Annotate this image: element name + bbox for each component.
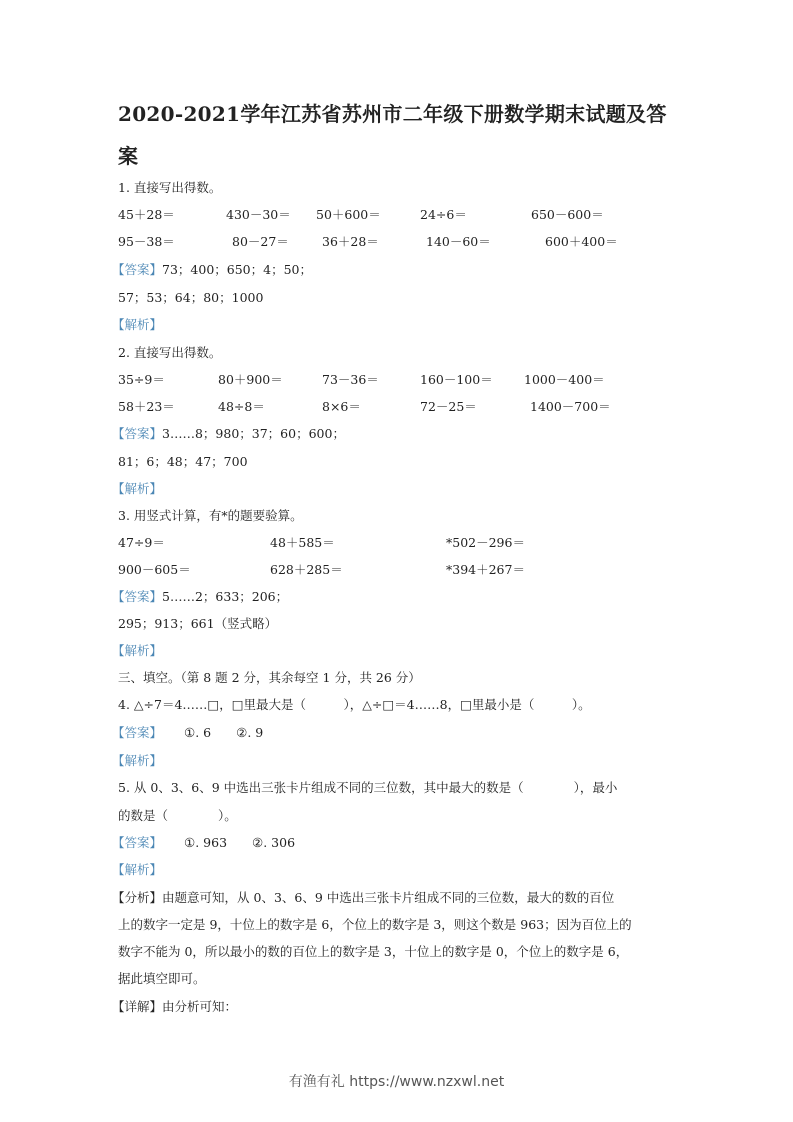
equation: 430－30＝ [226, 207, 291, 222]
equation: 650－600＝ [531, 207, 604, 222]
q5-answer [112, 835, 295, 851]
equation: 50＋600＝ [316, 207, 381, 222]
equation: 58＋23＝ [118, 399, 175, 414]
equation: 73－36＝ [322, 372, 379, 387]
analysis-text: 数字不能为 0，所以最小的数的百位上的数字是 3，十位上的数字是 0，个位上的数字是 6， [118, 944, 629, 959]
q1-stem: 1. 直接写出得数。 [118, 180, 222, 195]
answer-label: 【答案】 [112, 835, 163, 850]
equation: 47÷9＝ [118, 535, 165, 550]
analysis-label: 【解析】 [112, 753, 163, 768]
q1-answer [112, 262, 312, 278]
q2-answer [112, 426, 345, 442]
equation: 48÷8＝ [218, 399, 265, 414]
equation: *502－296＝ [446, 535, 525, 550]
fenxi-label: 【分析】 [112, 890, 163, 905]
equation: 140－60＝ [426, 234, 491, 249]
answer-text: 81；6；48；47；700 [118, 454, 248, 469]
q4-answer [112, 725, 263, 741]
answer-label: 【答案】 [112, 426, 163, 441]
equation: 36＋28＝ [322, 234, 379, 249]
equation: 900－605＝ [118, 562, 191, 577]
analysis-label: 【解析】 [112, 317, 163, 332]
q5-stem: 5. 从 0、3、6、9 中选出三张卡片组成不同的三位数，其中最大的数是（ ），最小 [118, 780, 618, 795]
analysis-label: 【解析】 [112, 862, 163, 877]
equation: 1000－400＝ [524, 372, 605, 387]
equation: 35÷9＝ [118, 372, 165, 387]
q3-answer [112, 589, 288, 605]
answer-label: 【答案】 [112, 589, 163, 604]
answer-text: 295；913；661（竖式略） [118, 616, 278, 631]
answer-label: 【答案】 [112, 725, 163, 740]
page-title: 2020-2021学年江苏省苏州市二年级下册数学期末试题及答 [118, 102, 667, 126]
equation: 24÷6＝ [420, 207, 467, 222]
answer-label: 【答案】 [112, 262, 163, 277]
answer-text: ①. 963 ②. 306 [184, 835, 296, 850]
equation: 1400－700＝ [530, 399, 611, 414]
equation: 628＋285＝ [270, 562, 343, 577]
equation: 80－27＝ [232, 234, 289, 249]
detail-paragraph [112, 999, 237, 1015]
xiangjie-label: 【详解】 [112, 999, 163, 1014]
answer-text: 3……8；980；37；60；600； [162, 426, 345, 441]
analysis-text: 由题意可知，从 0、3、6、9 中选出三张卡片组成不同的三位数，最大的数的百位 [162, 890, 615, 905]
q3-stem: 3. 用竖式计算，有*的题要验算。 [118, 508, 303, 523]
answer-text: 57；53；64；80；1000 [118, 290, 264, 305]
analysis-label: 【解析】 [112, 643, 163, 658]
answer-text: 5……2；633；206； [162, 589, 289, 604]
answer-text: ①. 6 ②. 9 [184, 725, 264, 740]
q5-stem-cont: 的数是（ ）。 [118, 808, 237, 823]
analysis-text: 上的数字一定是 9，十位上的数字是 6，个位上的数字是 3，则这个数是 963；因为百位上的 [118, 917, 632, 932]
page-title-cont: 案 [118, 144, 139, 168]
analysis-text: 据此填空即可。 [118, 971, 206, 986]
equation: 95－38＝ [118, 234, 175, 249]
analysis-label: 【解析】 [112, 481, 163, 496]
section-heading: 三、填空。（第 8 题 2 分，其余每空 1 分，共 26 分） [118, 670, 421, 685]
equation: 72－25＝ [420, 399, 477, 414]
q4-stem: 4. △÷7＝4……□，□里最大是（ ），△÷□＝4……8，□里最小是（ ）。 [118, 697, 591, 712]
equation: 48＋585＝ [270, 535, 335, 550]
equation: *394＋267＝ [446, 562, 525, 577]
footer-watermark: 有渔有礼 https://www.nzxwl.net [288, 1074, 505, 1090]
equation: 600＋400＝ [545, 234, 618, 249]
answer-text: 73；400；650；4；50； [162, 262, 312, 277]
analysis-paragraph [112, 890, 614, 906]
equation: 80＋900＝ [218, 372, 283, 387]
equation: 45＋28＝ [118, 207, 175, 222]
equation: 160－100＝ [420, 372, 493, 387]
equation: 8×6＝ [322, 399, 361, 414]
q2-stem: 2. 直接写出得数。 [118, 345, 222, 360]
detail-text: 由分析可知： [162, 999, 238, 1014]
